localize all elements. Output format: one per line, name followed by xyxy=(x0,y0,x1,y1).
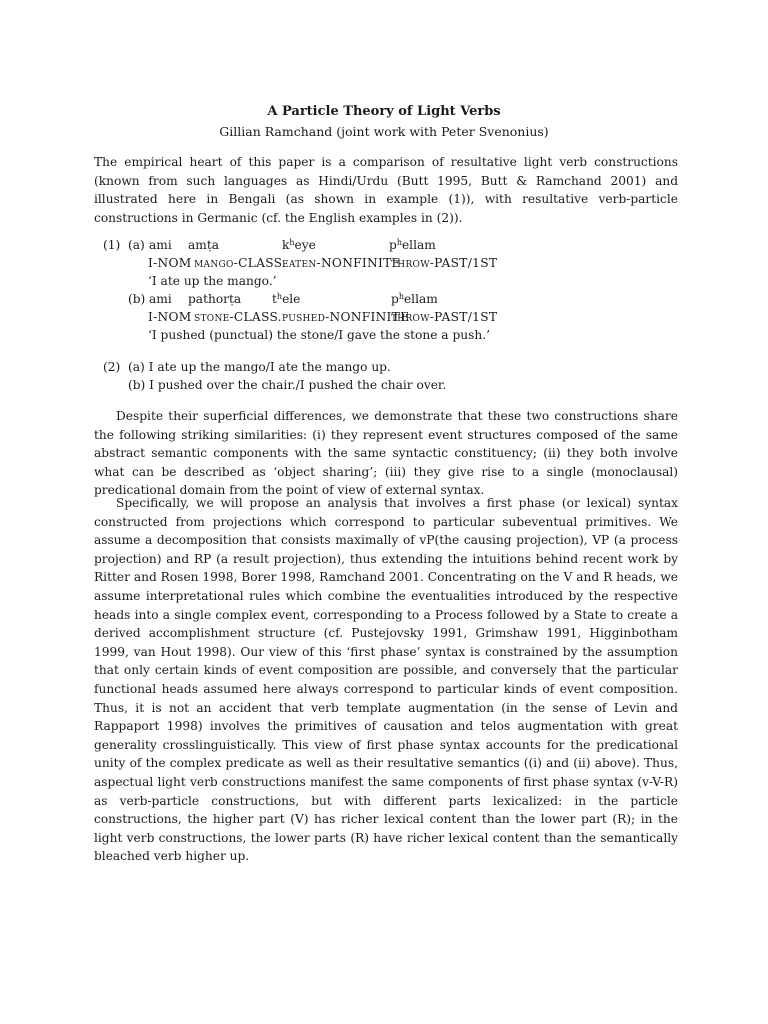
example-1b-gloss-3: pushed-NONFINITE xyxy=(282,310,410,324)
example-1a-gloss-2: mango-CLASS. xyxy=(194,256,287,270)
body-paragraph-1: Despite their superficial differences, we demonstrate that these two constructions share the following striking similarities: (i) they represent event structures composed of the same abstract semantic components with the same syntactic constituency; (ii) they both involve what can be described as ‘object sharing’; (iii) they give rise to a single (monoclausal) predicational domain from the point of view of external syntax. xyxy=(94,409,678,498)
paper-title: A Particle Theory of Light Verbs xyxy=(267,104,501,119)
example-1b-gloss-4: throw-PAST/1ST xyxy=(391,310,498,324)
example-1b-word-4: $p^hellam$ xyxy=(391,292,438,306)
example-2a: (a) I ate up the mango/I ate the mango up. xyxy=(128,360,391,374)
example-2b: (b) I pushed over the chair./I pushed the chair over. xyxy=(128,378,447,392)
example-1a-word-3: $k^heye$ xyxy=(282,238,316,252)
paper-author: Gillian Ramchand (joint work with Peter Svenonius) xyxy=(219,124,549,139)
example-1a-word-4: $p^hellam$ xyxy=(389,238,436,252)
example-1a-gloss-3: eaten-NONFINITE xyxy=(282,256,401,270)
example-1a-word-1: ami xyxy=(149,238,172,252)
example-1a-gloss-4: throw-PAST/1ST xyxy=(391,256,498,270)
example-2-number: (2) xyxy=(103,360,121,374)
example-1b-translation: ‘I pushed (punctual) the stone/I gave the stone a push.’ xyxy=(148,328,490,342)
example-1b-word-1: ami xyxy=(149,292,172,306)
example-1b-word-2: pathorṭa xyxy=(188,292,242,306)
example-1b-word-3: $t^hele$ xyxy=(272,292,301,306)
example-1a-label: (a) xyxy=(128,238,145,252)
example-1a-word-2: amṭa xyxy=(188,238,219,252)
example-1b-gloss-2: stone-CLASS. xyxy=(194,310,282,324)
intro-paragraph: The empirical heart of this paper is a comparison of resultative light verb constructions (known from such languages as Hindi/Urdu (Butt 1995, Butt & Ramchand 2001) and illustrated here in Bengali (as shown in example (1)), with resultative verb-particle constructions in Germanic (cf. the English examples in (2)). xyxy=(94,155,678,225)
example-1a-translation: ‘I ate up the mango.’ xyxy=(148,274,277,288)
example-1a-gloss-1: I-NOM xyxy=(148,256,192,270)
example-1b-label: (b) xyxy=(128,292,146,306)
body-paragraph-2: Specifically, we will propose an analysis that involves a first phase (or lexical) syntax constructed from projections which correspond to particular subeventual primitives. We assume a decomposition that consists maximally of vP(the causing projection), VP (a process projection) and RP (a result projection), thus extending the intuitions behind recent work by Ritter and Rosen 1998, Borer 1998, Ramchand 2001. Concentrating on the V and R heads, we assume interpretational rules which combine the eventualities introduced by the respective heads into a single complex event, corresponding to a Process followed by a State to create a derived accomplishment structure (cf. Pustejovsky 1991, Grimshaw 1991, Higginbotham 1999, van Hout 1998). Our view of this ‘first phase’ syntax is constrained by the assumption that only certain kinds of event composition are possible, and conversely that the particular functional heads assumed here always correspond to particular kinds of event composition. Thus, it is not an accident that verb template augmentation (in the sense of Levin and Rappaport 1998) involves the primitives of causation and telos augmentation with great generality crosslinguistically. This view of first phase syntax accounts for the predicational unity of the complex predicate as well as their resultative semantics ((i) and (ii) above). Thus, aspectual light verb constructions manifest the same components of first phase syntax (v-V-R) as verb-particle constructions, but with different parts lexicalized: in the particle constructions, the higher part (V) has richer lexical content than the lower part (R); in the light verb constructions, the lower parts (R) have richer lexical content than the semantically bleached verb higher up. xyxy=(94,496,678,864)
example-1b-gloss-1: I-NOM xyxy=(148,310,192,324)
example-1-number: (1) xyxy=(103,238,121,252)
